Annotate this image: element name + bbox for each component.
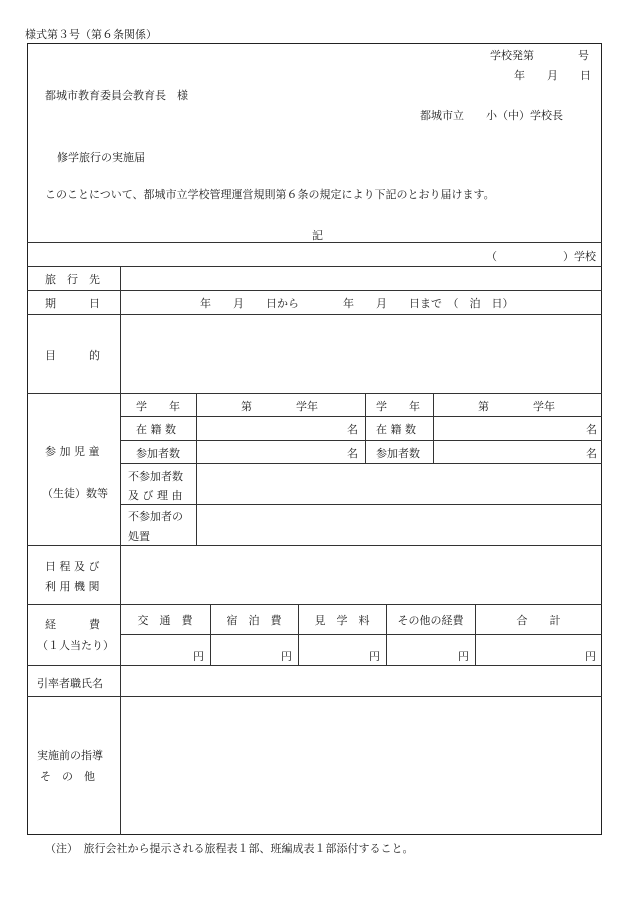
- absent-handling-line2: 処置: [128, 530, 150, 543]
- attending-unit-left: 名: [347, 447, 358, 460]
- document-date: 年 月 日: [514, 69, 591, 82]
- attending-label-right: 参加者数: [376, 447, 420, 460]
- school-name-line: （ ）学校: [486, 250, 596, 263]
- expense-header-lodging: 宿 泊 費: [226, 614, 282, 627]
- body-text: このことについて、都城市立学校管理運営規則第６条の規定により下記のとおり届けます。: [45, 188, 495, 201]
- schedule-label-line1: 日 程 及 び: [45, 560, 100, 573]
- attending-label-left: 参加者数: [136, 447, 180, 460]
- leaders-label: 引率者職氏名: [37, 677, 103, 690]
- enrolled-unit-right: 名: [586, 423, 597, 436]
- ki-heading: 記: [312, 229, 323, 242]
- yen-total: 円: [585, 650, 596, 663]
- enrolled-unit-left: 名: [347, 423, 358, 436]
- grade-label-left: 学 年: [136, 400, 180, 413]
- grade-label-right: 学 年: [376, 400, 420, 413]
- expense-label-line2: （１人当たり）: [37, 639, 114, 652]
- enrolled-label-left: 在 籍 数: [136, 423, 176, 436]
- participants-label-line1: 参 加 児 童: [45, 445, 100, 458]
- guidance-label-line1: 実施前の指導: [37, 749, 103, 762]
- subject: 修学旅行の実施届: [57, 151, 145, 164]
- participants-label-line2: （生徒）数等: [42, 487, 108, 500]
- period-value: 年 月 日から 年 月 日まで （ 泊 日）: [200, 297, 514, 310]
- document-number: 学校発第 号: [490, 49, 589, 62]
- yen-transport: 円: [193, 650, 204, 663]
- expense-header-admission: 見 学 料: [314, 614, 370, 627]
- absent-reason-line1: 不参加者数: [128, 470, 183, 483]
- purpose-label: 目 的: [45, 349, 100, 362]
- absent-reason-line2: 及 び 理 由: [128, 489, 183, 502]
- expense-label-line1: 経 費: [45, 618, 100, 631]
- attending-unit-right: 名: [586, 447, 597, 460]
- yen-other: 円: [458, 650, 469, 663]
- yen-lodging: 円: [281, 650, 292, 663]
- expense-header-total: 合 計: [516, 614, 561, 627]
- period-label: 期 日: [45, 297, 100, 310]
- grade-value-right: 第 学年: [478, 400, 555, 413]
- guidance-label-line2: そ の 他: [40, 770, 95, 783]
- addressee: 都城市教育委員会教育長 様: [45, 89, 188, 102]
- schedule-label-line2: 利 用 機 関: [45, 580, 100, 593]
- form-number: 様式第３号（第６条関係）: [25, 28, 157, 41]
- sender: 都城市立 小（中）学校長: [420, 109, 563, 122]
- grade-value-left: 第 学年: [241, 400, 318, 413]
- expense-header-transport: 交 通 費: [137, 614, 193, 627]
- footnote: （注） 旅行会社から提示される旅程表１部、班編成表１部添付すること。: [45, 842, 414, 855]
- destination-label: 旅 行 先: [45, 273, 100, 286]
- enrolled-label-right: 在 籍 数: [376, 423, 416, 436]
- absent-handling-line1: 不参加者の: [128, 510, 183, 523]
- expense-header-other: その他の経費: [397, 614, 464, 627]
- yen-admission: 円: [369, 650, 380, 663]
